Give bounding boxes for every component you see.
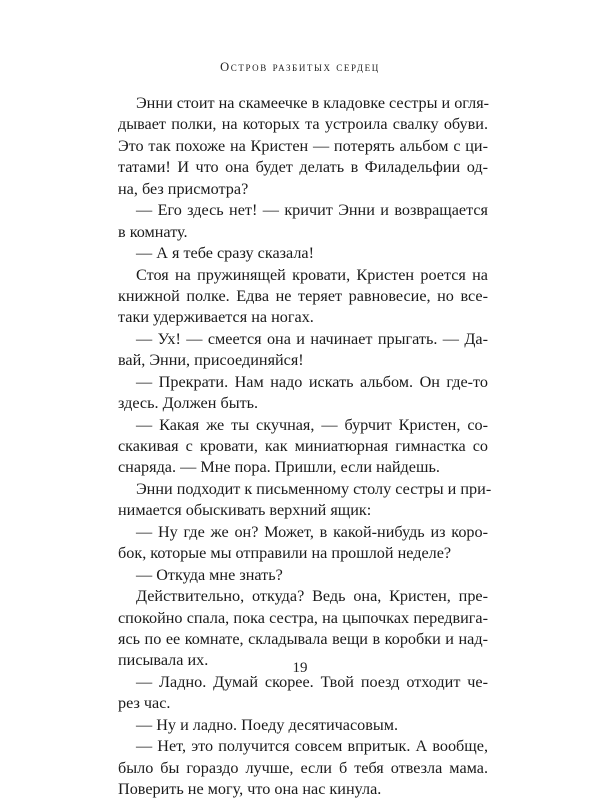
text-line: — Ух! — смеется она и начинает прыгать. — Да- [136,329,488,348]
text-line: бок, которые мы отправили на прошлой неделе? [118,544,452,563]
text-line: книжной полке. Едва не теряет равновесие, но все- [118,286,488,305]
text-line: снаряда. — Мне пора. Пришли, если найдешь. [118,458,440,477]
running-head: Остров разбитых сердец [220,60,380,74]
text-line: татами! И что она будет делать в Филадельфии од- [118,158,488,177]
text-line: — Ну и ладно. Поеду десятичасовым. [136,715,399,734]
text-line: — Прекрати. Нам надо искать альбом. Он где-то [136,372,488,391]
text-line: Стоя на пружинящей кровати, Кристен роется на [136,265,488,284]
text-line: рез час. [118,694,171,713]
text-line: в комнату. [118,222,188,241]
text-line: — Нет, это получится совсем впритык. А вообще, [136,737,488,756]
text-line: здесь. Должен быть. [118,394,259,413]
text-line: писывала их. [118,651,209,670]
text-line: таки удерживается на ногах. [118,308,314,327]
text-line: — Откуда мне знать? [136,565,283,584]
body-text [118,93,492,800]
text-line: — А я тебе сразу сказала! [136,244,314,263]
text-line: Энни стоит на скамеечке в кладовке сестры и огля- [136,94,490,112]
text-line: дывает полки, на которых та устроила свалку обуви. [118,115,488,134]
text-line: Энни подходит к письменному столу сестры и при- [136,479,492,498]
text-line: вай, Энни, присоединяйся! [118,351,304,370]
text-line: — Его здесь нет! — кричит Энни и возвращается [136,201,488,220]
text-line: ясь по ее комнате, складывала вещи в коробки и над- [118,629,488,648]
text-line: — Ладно. Думай скорее. Твой поезд отходит че- [136,672,488,691]
text-line: на, без присмотра? [118,179,249,198]
text-line: нимается обыскивать верхний ящик: [118,501,372,520]
text-line: — Какая же ты скучная, — бурчит Кристен, со- [136,415,488,434]
text-line: Это так похоже на Кристен — потерять альбом с ци- [118,136,488,155]
text-line: — Ну где же он? Может, в какой-нибудь из коро- [136,522,488,541]
page-number: 19 [292,660,308,676]
text-line: было бы гораздо лучше, если б тебя отвезла мама. [118,758,488,777]
text-line: спокойно спала, пока сестра, на цыпочках передвига- [118,608,488,627]
text-line: Действительно, откуда? Ведь она, Кристен, пре- [136,587,488,606]
text-line: Поверить не могу, что она нас кинула. [118,780,382,798]
text-line: скакивая с кровати, как миниатюрная гимнастка со [118,437,488,455]
